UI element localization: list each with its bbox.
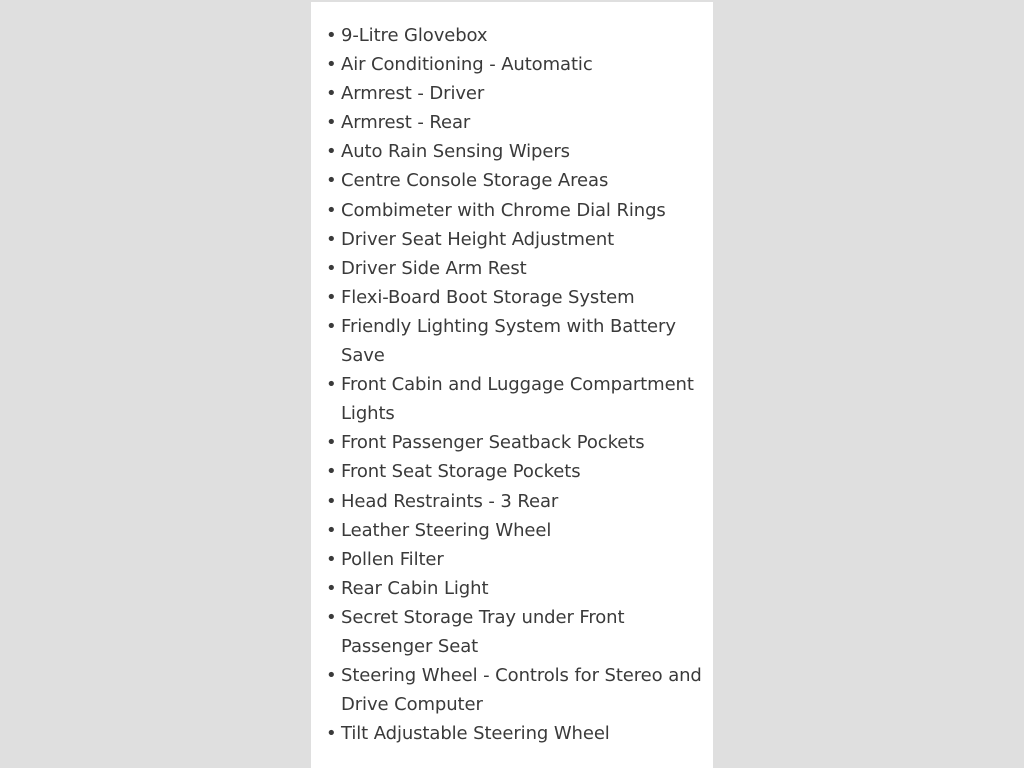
- list-item: [326, 370, 703, 428]
- list-item: [326, 21, 703, 50]
- feature-list: [311, 2, 713, 748]
- list-item-label: Leather Steering Wheel: [341, 519, 552, 541]
- bullet-icon: •: [326, 519, 337, 541]
- list-item-label: Armrest - Driver: [341, 83, 485, 105]
- list-item-label: Rear Cabin Light: [341, 577, 489, 599]
- list-item: [326, 545, 703, 574]
- bullet-icon: •: [326, 25, 337, 46]
- list-item: [326, 574, 703, 603]
- list-item-label: Steering Wheel - Controls for Stereo and Drive Computer: [341, 665, 702, 716]
- list-item-label: Pollen Filter: [341, 548, 444, 570]
- features-panel: [311, 2, 713, 768]
- list-item-label: Centre Console Storage Areas: [341, 170, 609, 192]
- list-item-label: Tilt Adjustable Steering Wheel: [341, 723, 610, 745]
- bullet-icon: •: [326, 461, 337, 483]
- list-item: [326, 603, 703, 661]
- bullet-icon: •: [326, 141, 337, 163]
- bullet-icon: •: [326, 228, 337, 250]
- list-item: [326, 661, 703, 719]
- list-item-label: Head Restraints - 3 Rear: [341, 490, 559, 512]
- bullet-icon: •: [326, 374, 337, 396]
- list-item-label: Front Seat Storage Pockets: [341, 461, 581, 483]
- list-item-label: 9-Litre Glovebox: [341, 25, 488, 46]
- bullet-icon: •: [326, 490, 337, 512]
- bullet-icon: •: [326, 54, 337, 76]
- bullet-icon: •: [326, 286, 337, 308]
- list-item: [326, 719, 703, 748]
- list-item: [326, 137, 703, 166]
- bullet-icon: •: [326, 665, 337, 687]
- bullet-icon: •: [326, 257, 337, 279]
- list-item: [326, 225, 703, 254]
- list-item: [326, 166, 703, 195]
- list-item: [326, 50, 703, 79]
- list-item-label: Armrest - Rear: [341, 112, 471, 134]
- list-item: [326, 428, 703, 457]
- bullet-icon: •: [326, 723, 337, 745]
- list-item-label: Air Conditioning - Automatic: [341, 54, 593, 76]
- list-item-label: Driver Seat Height Adjustment: [341, 228, 615, 250]
- list-item: [326, 196, 703, 225]
- list-item-label: Secret Storage Tray under Front Passenger Seat: [341, 606, 625, 657]
- list-item: [326, 283, 703, 312]
- list-item: [326, 487, 703, 516]
- list-item-label: Front Passenger Seatback Pockets: [341, 432, 645, 454]
- list-item: [326, 516, 703, 545]
- list-item: [326, 79, 703, 108]
- bullet-icon: •: [326, 577, 337, 599]
- list-item-label: Driver Side Arm Rest: [341, 257, 527, 279]
- list-item: [326, 312, 703, 370]
- bullet-icon: •: [326, 83, 337, 105]
- list-item: [326, 254, 703, 283]
- bullet-icon: •: [326, 315, 337, 337]
- list-item-label: Auto Rain Sensing Wipers: [341, 141, 570, 163]
- bullet-icon: •: [326, 112, 337, 134]
- list-item: [326, 108, 703, 137]
- list-item-label: Friendly Lighting System with Battery Save: [341, 315, 676, 367]
- list-item-label: Flexi-Board Boot Storage System: [341, 286, 635, 308]
- bullet-icon: •: [326, 432, 337, 454]
- list-item-label: Combimeter with Chrome Dial Rings: [341, 199, 666, 221]
- list-item: [326, 457, 703, 486]
- bullet-icon: •: [326, 548, 337, 570]
- bullet-icon: •: [326, 170, 337, 192]
- list-item-label: Front Cabin and Luggage Compartment Lights: [341, 374, 694, 425]
- bullet-icon: •: [326, 199, 337, 221]
- bullet-icon: •: [326, 606, 337, 628]
